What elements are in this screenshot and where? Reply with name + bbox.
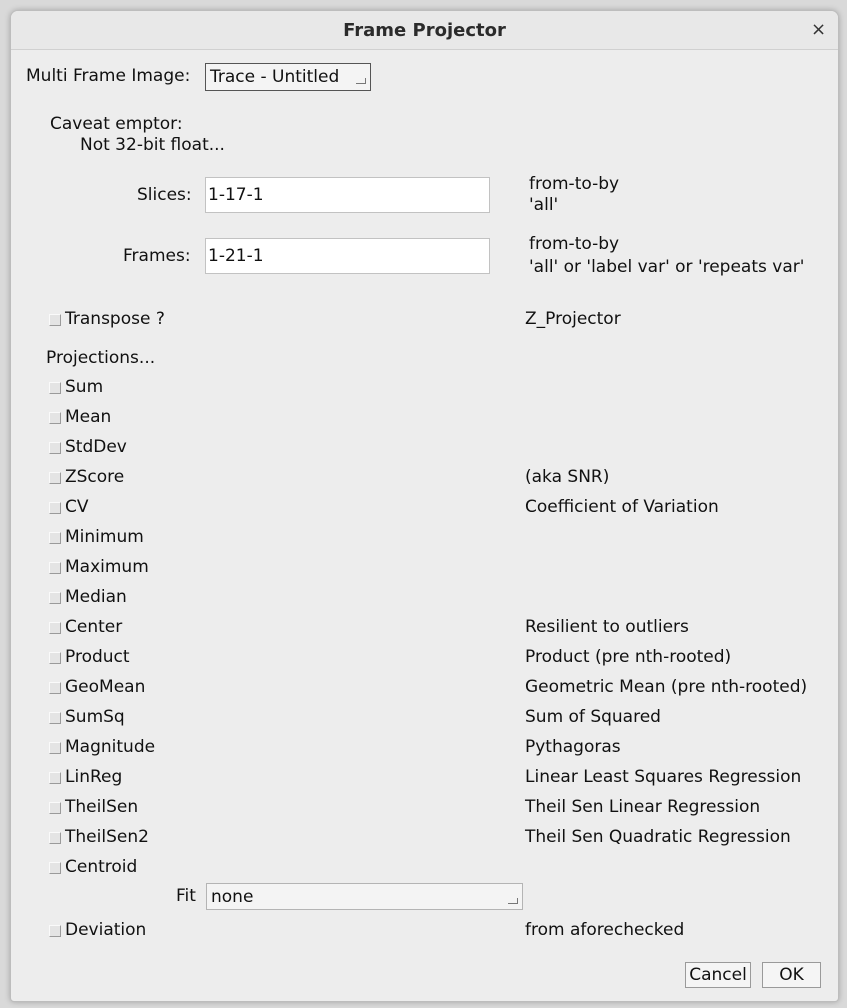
title-bar[interactable] xyxy=(11,11,838,50)
projection-geomean-checkbox[interactable] xyxy=(49,682,61,694)
projection-product-note: Product (pre nth-rooted) xyxy=(525,647,732,667)
projection-sumsq-label: SumSq xyxy=(65,707,125,727)
frame-projector-dialog xyxy=(10,10,839,1002)
projection-theilsen2-note: Theil Sen Quadratic Regression xyxy=(525,827,791,847)
projection-magnitude-note: Pythagoras xyxy=(525,737,621,757)
projection-centroid-checkbox[interactable] xyxy=(49,862,61,874)
dropdown-arrow-icon xyxy=(356,78,366,84)
projection-linreg-note: Linear Least Squares Regression xyxy=(525,767,802,787)
projection-mean-label: Mean xyxy=(65,407,112,427)
fit-label: Fit xyxy=(176,886,196,906)
projection-theilsen2-label: TheilSen2 xyxy=(65,827,149,847)
caveat-note: Not 32-bit float... xyxy=(80,135,225,155)
projection-theilsen-checkbox[interactable] xyxy=(49,802,61,814)
projection-linreg-checkbox[interactable] xyxy=(49,772,61,784)
projection-centroid-label: Centroid xyxy=(65,857,138,877)
window-title: Frame Projector xyxy=(343,20,506,41)
multi-frame-value: Trace - Untitled xyxy=(210,67,340,87)
deviation-note: from aforechecked xyxy=(525,920,685,940)
frames-input[interactable] xyxy=(205,238,490,274)
projection-geomean-label: GeoMean xyxy=(65,677,146,697)
projection-product-label: Product xyxy=(65,647,130,667)
projection-median-checkbox[interactable] xyxy=(49,592,61,604)
projection-sum-label: Sum xyxy=(65,377,104,397)
projection-cv-note: Coefficient of Variation xyxy=(525,497,719,517)
projection-zscore-checkbox[interactable] xyxy=(49,472,61,484)
transpose-label: Transpose ? xyxy=(65,309,165,329)
transpose-note: Z_Projector xyxy=(525,309,621,329)
slices-input[interactable] xyxy=(205,177,490,213)
projection-product-checkbox[interactable] xyxy=(49,652,61,664)
deviation-label: Deviation xyxy=(65,920,147,940)
projection-center-checkbox[interactable] xyxy=(49,622,61,634)
slices-label: Slices: xyxy=(137,185,192,205)
projection-center-label: Center xyxy=(65,617,123,637)
frames-hint-format: from-to-by xyxy=(529,234,620,254)
projection-sum-checkbox[interactable] xyxy=(49,382,61,394)
projection-maximum-checkbox[interactable] xyxy=(49,562,61,574)
transpose-checkbox[interactable] xyxy=(49,314,61,326)
projection-sumsq-note: Sum of Squared xyxy=(525,707,661,727)
projection-sumsq-checkbox[interactable] xyxy=(49,712,61,724)
ok-button[interactable]: OK xyxy=(762,962,821,988)
fit-value: none xyxy=(211,887,254,907)
dropdown-arrow-icon xyxy=(508,898,518,904)
projection-zscore-note: (aka SNR) xyxy=(525,467,610,487)
projection-theilsen-label: TheilSen xyxy=(65,797,139,817)
close-icon[interactable]: × xyxy=(811,19,827,40)
frames-hint-options: 'all' or 'label var' or 'repeats var' xyxy=(529,257,805,277)
caveat-heading: Caveat emptor: xyxy=(50,114,183,134)
deviation-checkbox[interactable] xyxy=(49,925,61,937)
multi-frame-dropdown[interactable] xyxy=(205,63,371,91)
projection-cv-checkbox[interactable] xyxy=(49,502,61,514)
projection-cv-label: CV xyxy=(65,497,89,517)
projection-theilsen-note: Theil Sen Linear Regression xyxy=(525,797,761,817)
projection-center-note: Resilient to outliers xyxy=(525,617,689,637)
projection-magnitude-checkbox[interactable] xyxy=(49,742,61,754)
projection-maximum-label: Maximum xyxy=(65,557,149,577)
projection-minimum-label: Minimum xyxy=(65,527,144,547)
projection-zscore-label: ZScore xyxy=(65,467,125,487)
projections-heading: Projections... xyxy=(46,348,156,368)
slices-hint-format: from-to-by xyxy=(529,174,620,194)
projection-stddev-label: StdDev xyxy=(65,437,127,457)
multi-frame-label: Multi Frame Image: xyxy=(26,66,191,86)
projection-mean-checkbox[interactable] xyxy=(49,412,61,424)
projection-magnitude-label: Magnitude xyxy=(65,737,156,757)
projection-minimum-checkbox[interactable] xyxy=(49,532,61,544)
projection-linreg-label: LinReg xyxy=(65,767,123,787)
fit-dropdown[interactable] xyxy=(206,883,523,910)
projection-stddev-checkbox[interactable] xyxy=(49,442,61,454)
projection-median-label: Median xyxy=(65,587,127,607)
slices-hint-all: 'all' xyxy=(529,195,559,215)
cancel-button[interactable]: Cancel xyxy=(685,962,751,988)
projection-theilsen2-checkbox[interactable] xyxy=(49,832,61,844)
frames-label: Frames: xyxy=(123,246,191,266)
projection-geomean-note: Geometric Mean (pre nth-rooted) xyxy=(525,677,808,697)
